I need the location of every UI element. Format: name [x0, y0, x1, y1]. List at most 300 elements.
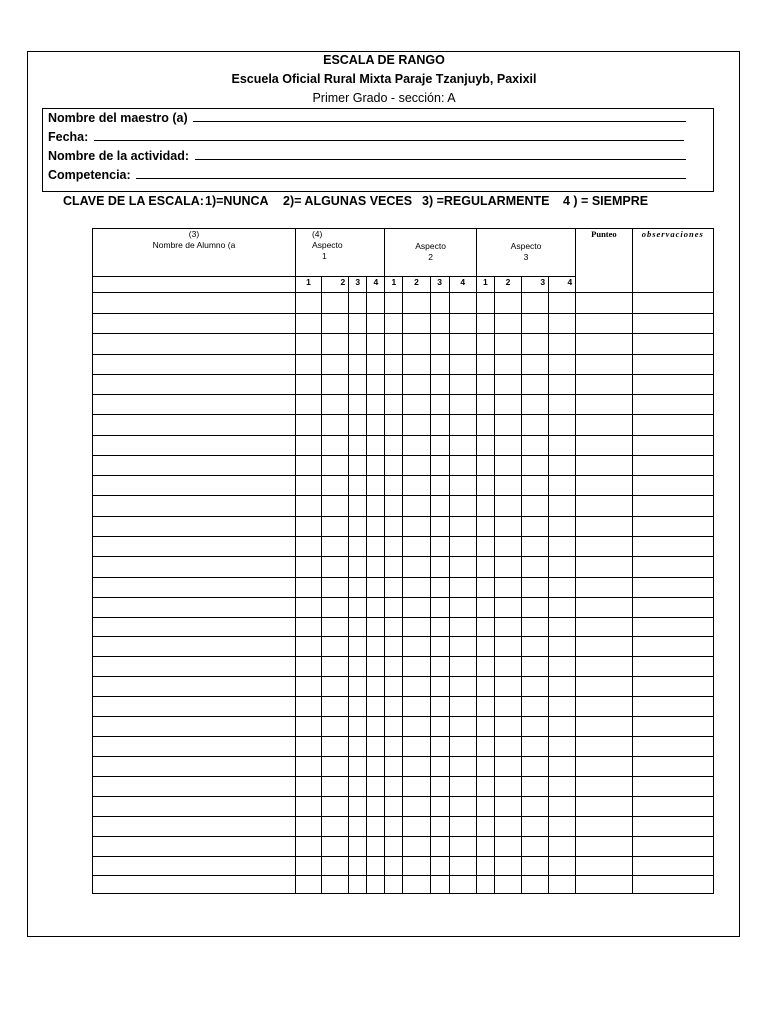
rating-cell[interactable]: [430, 777, 449, 797]
student-name-cell[interactable]: [93, 857, 296, 876]
rating-cell[interactable]: [349, 837, 367, 857]
rating-cell[interactable]: [522, 578, 549, 598]
student-name-cell[interactable]: [93, 293, 296, 314]
rating-cell[interactable]: [295, 677, 321, 697]
rating-cell[interactable]: [367, 857, 385, 876]
rating-cell[interactable]: [449, 817, 476, 837]
score-cell[interactable]: [576, 537, 632, 557]
rating-cell[interactable]: [430, 517, 449, 537]
rating-cell[interactable]: [449, 697, 476, 717]
student-name-cell[interactable]: [93, 436, 296, 456]
rating-cell[interactable]: [522, 436, 549, 456]
date-line[interactable]: [94, 129, 684, 141]
rating-cell[interactable]: [349, 334, 367, 355]
rating-cell[interactable]: [476, 618, 494, 637]
score-cell[interactable]: [576, 334, 632, 355]
rating-cell[interactable]: [403, 557, 430, 578]
table-row[interactable]: [93, 537, 714, 557]
rating-cell[interactable]: [494, 355, 521, 375]
table-row[interactable]: [93, 817, 714, 837]
rating-cell[interactable]: [494, 857, 521, 876]
rating-cell[interactable]: [494, 314, 521, 334]
rating-cell[interactable]: [322, 375, 349, 395]
table-row[interactable]: [93, 677, 714, 697]
rating-cell[interactable]: [476, 598, 494, 618]
rating-cell[interactable]: [322, 697, 349, 717]
score-cell[interactable]: [576, 757, 632, 777]
student-name-cell[interactable]: [93, 355, 296, 375]
rating-cell[interactable]: [349, 395, 367, 415]
rating-cell[interactable]: [349, 293, 367, 314]
score-cell[interactable]: [576, 837, 632, 857]
rating-cell[interactable]: [430, 697, 449, 717]
rating-cell[interactable]: [385, 717, 403, 737]
rating-cell[interactable]: [430, 496, 449, 517]
rating-cell[interactable]: [430, 598, 449, 618]
rating-cell[interactable]: [476, 637, 494, 657]
rating-cell[interactable]: [295, 557, 321, 578]
rating-cell[interactable]: [430, 817, 449, 837]
rating-cell[interactable]: [385, 618, 403, 637]
competency-line[interactable]: [136, 167, 686, 179]
rating-cell[interactable]: [349, 637, 367, 657]
student-name-cell[interactable]: [93, 697, 296, 717]
rating-cell[interactable]: [476, 837, 494, 857]
rating-cell[interactable]: [522, 293, 549, 314]
score-cell[interactable]: [576, 436, 632, 456]
rating-cell[interactable]: [385, 757, 403, 777]
score-cell[interactable]: [576, 557, 632, 578]
observations-cell[interactable]: [632, 517, 713, 537]
rating-cell[interactable]: [403, 817, 430, 837]
rating-cell[interactable]: [349, 517, 367, 537]
rating-cell[interactable]: [449, 375, 476, 395]
competency-field[interactable]: [48, 167, 686, 182]
rating-cell[interactable]: [449, 537, 476, 557]
observations-cell[interactable]: [632, 817, 713, 837]
score-cell[interactable]: [576, 857, 632, 876]
rating-cell[interactable]: [549, 456, 576, 476]
rating-cell[interactable]: [385, 557, 403, 578]
student-name-cell[interactable]: [93, 375, 296, 395]
rating-cell[interactable]: [403, 517, 430, 537]
rating-cell[interactable]: [449, 314, 476, 334]
rating-cell[interactable]: [367, 334, 385, 355]
rating-cell[interactable]: [385, 496, 403, 517]
rating-cell[interactable]: [403, 415, 430, 436]
rating-cell[interactable]: [522, 415, 549, 436]
rating-cell[interactable]: [322, 876, 349, 894]
rating-cell[interactable]: [549, 737, 576, 757]
rating-cell[interactable]: [476, 817, 494, 837]
observations-cell[interactable]: [632, 797, 713, 817]
table-row[interactable]: [93, 314, 714, 334]
table-row[interactable]: [93, 697, 714, 717]
rating-cell[interactable]: [430, 757, 449, 777]
rating-cell[interactable]: [322, 496, 349, 517]
score-cell[interactable]: [576, 817, 632, 837]
rating-cell[interactable]: [549, 837, 576, 857]
rating-cell[interactable]: [349, 537, 367, 557]
rating-cell[interactable]: [349, 876, 367, 894]
score-cell[interactable]: [576, 637, 632, 657]
rating-cell[interactable]: [385, 797, 403, 817]
rating-cell[interactable]: [367, 677, 385, 697]
observations-cell[interactable]: [632, 436, 713, 456]
rating-cell[interactable]: [430, 657, 449, 677]
observations-cell[interactable]: [632, 375, 713, 395]
rating-cell[interactable]: [549, 436, 576, 456]
student-name-cell[interactable]: [93, 395, 296, 415]
observations-cell[interactable]: [632, 737, 713, 757]
rating-cell[interactable]: [549, 537, 576, 557]
observations-cell[interactable]: [632, 578, 713, 598]
observations-cell[interactable]: [632, 876, 713, 894]
observations-cell[interactable]: [632, 314, 713, 334]
rating-cell[interactable]: [403, 657, 430, 677]
rating-cell[interactable]: [295, 777, 321, 797]
rating-cell[interactable]: [476, 797, 494, 817]
rating-cell[interactable]: [403, 697, 430, 717]
rating-cell[interactable]: [403, 797, 430, 817]
rating-cell[interactable]: [322, 476, 349, 496]
rating-cell[interactable]: [295, 717, 321, 737]
rating-cell[interactable]: [322, 637, 349, 657]
score-cell[interactable]: [576, 355, 632, 375]
rating-cell[interactable]: [322, 395, 349, 415]
rating-cell[interactable]: [295, 537, 321, 557]
rating-cell[interactable]: [295, 476, 321, 496]
rating-cell[interactable]: [403, 375, 430, 395]
observations-cell[interactable]: [632, 598, 713, 618]
rating-cell[interactable]: [403, 598, 430, 618]
rating-cell[interactable]: [385, 876, 403, 894]
table-row[interactable]: [93, 717, 714, 737]
rating-cell[interactable]: [494, 517, 521, 537]
rating-cell[interactable]: [449, 415, 476, 436]
rating-cell[interactable]: [494, 797, 521, 817]
rating-cell[interactable]: [494, 598, 521, 618]
rating-cell[interactable]: [449, 578, 476, 598]
table-row[interactable]: [93, 496, 714, 517]
rating-cell[interactable]: [476, 557, 494, 578]
student-name-cell[interactable]: [93, 637, 296, 657]
rating-cell[interactable]: [549, 395, 576, 415]
rating-cell[interactable]: [349, 314, 367, 334]
table-row[interactable]: [93, 857, 714, 876]
table-row[interactable]: [93, 637, 714, 657]
rating-cell[interactable]: [322, 717, 349, 737]
rating-cell[interactable]: [476, 677, 494, 697]
rating-cell[interactable]: [549, 476, 576, 496]
rating-cell[interactable]: [295, 697, 321, 717]
observations-cell[interactable]: [632, 557, 713, 578]
rating-cell[interactable]: [449, 476, 476, 496]
rating-cell[interactable]: [322, 415, 349, 436]
rating-cell[interactable]: [349, 557, 367, 578]
rating-cell[interactable]: [476, 456, 494, 476]
rating-cell[interactable]: [494, 557, 521, 578]
rating-cell[interactable]: [367, 717, 385, 737]
observations-cell[interactable]: [632, 677, 713, 697]
student-name-cell[interactable]: [93, 456, 296, 476]
rating-cell[interactable]: [430, 737, 449, 757]
rating-cell[interactable]: [522, 677, 549, 697]
rating-cell[interactable]: [494, 677, 521, 697]
observations-cell[interactable]: [632, 717, 713, 737]
rating-cell[interactable]: [476, 578, 494, 598]
rating-cell[interactable]: [430, 717, 449, 737]
rating-cell[interactable]: [449, 737, 476, 757]
score-cell[interactable]: [576, 618, 632, 637]
student-name-cell[interactable]: [93, 657, 296, 677]
rating-cell[interactable]: [322, 355, 349, 375]
rating-cell[interactable]: [549, 677, 576, 697]
student-name-cell[interactable]: [93, 415, 296, 436]
rating-cell[interactable]: [403, 618, 430, 637]
rating-cell[interactable]: [449, 395, 476, 415]
observations-cell[interactable]: [632, 456, 713, 476]
student-name-cell[interactable]: [93, 517, 296, 537]
rating-cell[interactable]: [522, 657, 549, 677]
rating-cell[interactable]: [385, 677, 403, 697]
rating-cell[interactable]: [430, 415, 449, 436]
rating-cell[interactable]: [322, 857, 349, 876]
rating-cell[interactable]: [385, 415, 403, 436]
rating-cell[interactable]: [403, 578, 430, 598]
rating-cell[interactable]: [430, 456, 449, 476]
rating-cell[interactable]: [295, 355, 321, 375]
rating-cell[interactable]: [385, 837, 403, 857]
rating-cell[interactable]: [322, 797, 349, 817]
rating-cell[interactable]: [549, 496, 576, 517]
rating-cell[interactable]: [385, 578, 403, 598]
student-name-cell[interactable]: [93, 618, 296, 637]
rating-cell[interactable]: [430, 476, 449, 496]
rating-cell[interactable]: [522, 537, 549, 557]
rating-cell[interactable]: [403, 436, 430, 456]
rating-cell[interactable]: [385, 598, 403, 618]
rating-cell[interactable]: [522, 496, 549, 517]
rating-cell[interactable]: [367, 618, 385, 637]
rating-cell[interactable]: [385, 375, 403, 395]
rating-cell[interactable]: [403, 876, 430, 894]
rating-cell[interactable]: [494, 637, 521, 657]
rating-cell[interactable]: [449, 637, 476, 657]
rating-cell[interactable]: [522, 517, 549, 537]
rating-cell[interactable]: [349, 598, 367, 618]
table-row[interactable]: [93, 436, 714, 456]
rating-cell[interactable]: [449, 876, 476, 894]
activity-field[interactable]: [48, 148, 686, 163]
rating-cell[interactable]: [349, 717, 367, 737]
rating-cell[interactable]: [494, 777, 521, 797]
rating-cell[interactable]: [403, 777, 430, 797]
rating-cell[interactable]: [476, 496, 494, 517]
rating-cell[interactable]: [349, 657, 367, 677]
rating-cell[interactable]: [494, 395, 521, 415]
rating-cell[interactable]: [476, 355, 494, 375]
rating-cell[interactable]: [295, 314, 321, 334]
rating-cell[interactable]: [494, 717, 521, 737]
rating-cell[interactable]: [430, 334, 449, 355]
rating-cell[interactable]: [430, 857, 449, 876]
table-row[interactable]: [93, 578, 714, 598]
rating-cell[interactable]: [367, 496, 385, 517]
rating-cell[interactable]: [522, 697, 549, 717]
score-cell[interactable]: [576, 677, 632, 697]
rating-cell[interactable]: [349, 436, 367, 456]
rating-cell[interactable]: [322, 537, 349, 557]
rating-cell[interactable]: [403, 677, 430, 697]
rating-cell[interactable]: [522, 876, 549, 894]
rating-cell[interactable]: [295, 395, 321, 415]
rating-cell[interactable]: [385, 334, 403, 355]
rating-cell[interactable]: [494, 436, 521, 456]
rating-cell[interactable]: [476, 757, 494, 777]
rating-cell[interactable]: [367, 837, 385, 857]
rating-cell[interactable]: [449, 657, 476, 677]
rating-cell[interactable]: [476, 777, 494, 797]
rating-cell[interactable]: [549, 637, 576, 657]
rating-cell[interactable]: [430, 637, 449, 657]
rating-cell[interactable]: [549, 797, 576, 817]
rating-cell[interactable]: [522, 777, 549, 797]
rating-cell[interactable]: [295, 837, 321, 857]
student-name-cell[interactable]: [93, 677, 296, 697]
rating-cell[interactable]: [430, 557, 449, 578]
observations-cell[interactable]: [632, 857, 713, 876]
rating-cell[interactable]: [295, 456, 321, 476]
score-cell[interactable]: [576, 517, 632, 537]
rating-cell[interactable]: [494, 837, 521, 857]
rating-cell[interactable]: [349, 578, 367, 598]
rating-cell[interactable]: [385, 436, 403, 456]
rating-cell[interactable]: [403, 456, 430, 476]
score-cell[interactable]: [576, 697, 632, 717]
rating-cell[interactable]: [430, 876, 449, 894]
table-row[interactable]: [93, 517, 714, 537]
rating-cell[interactable]: [367, 375, 385, 395]
rating-cell[interactable]: [403, 355, 430, 375]
rating-cell[interactable]: [430, 436, 449, 456]
rating-cell[interactable]: [549, 817, 576, 837]
table-row[interactable]: [93, 557, 714, 578]
table-row[interactable]: [93, 395, 714, 415]
rating-cell[interactable]: [449, 857, 476, 876]
rating-cell[interactable]: [295, 657, 321, 677]
teacher-line[interactable]: [193, 110, 686, 122]
student-name-cell[interactable]: [93, 314, 296, 334]
rating-cell[interactable]: [295, 334, 321, 355]
rating-cell[interactable]: [476, 293, 494, 314]
rating-cell[interactable]: [385, 697, 403, 717]
student-name-cell[interactable]: [93, 598, 296, 618]
rating-cell[interactable]: [367, 578, 385, 598]
rating-cell[interactable]: [295, 797, 321, 817]
rating-cell[interactable]: [549, 757, 576, 777]
rating-cell[interactable]: [449, 618, 476, 637]
rating-cell[interactable]: [549, 334, 576, 355]
rating-cell[interactable]: [522, 355, 549, 375]
rating-cell[interactable]: [403, 476, 430, 496]
rating-cell[interactable]: [549, 314, 576, 334]
rating-cell[interactable]: [449, 677, 476, 697]
observations-cell[interactable]: [632, 355, 713, 375]
observations-cell[interactable]: [632, 777, 713, 797]
rating-cell[interactable]: [430, 837, 449, 857]
rating-cell[interactable]: [522, 395, 549, 415]
rating-cell[interactable]: [295, 618, 321, 637]
rating-cell[interactable]: [349, 415, 367, 436]
rating-cell[interactable]: [549, 355, 576, 375]
rating-cell[interactable]: [476, 737, 494, 757]
rating-cell[interactable]: [367, 517, 385, 537]
rating-cell[interactable]: [449, 837, 476, 857]
score-cell[interactable]: [576, 395, 632, 415]
rating-cell[interactable]: [522, 334, 549, 355]
rating-cell[interactable]: [385, 355, 403, 375]
rating-cell[interactable]: [494, 657, 521, 677]
student-name-cell[interactable]: [93, 717, 296, 737]
rating-cell[interactable]: [367, 777, 385, 797]
rating-cell[interactable]: [403, 857, 430, 876]
rating-cell[interactable]: [322, 757, 349, 777]
rating-cell[interactable]: [349, 857, 367, 876]
score-cell[interactable]: [576, 476, 632, 496]
rating-cell[interactable]: [476, 375, 494, 395]
rating-cell[interactable]: [349, 375, 367, 395]
rating-cell[interactable]: [349, 817, 367, 837]
score-cell[interactable]: [576, 657, 632, 677]
rating-cell[interactable]: [403, 496, 430, 517]
rating-cell[interactable]: [403, 537, 430, 557]
rating-cell[interactable]: [322, 578, 349, 598]
student-name-cell[interactable]: [93, 496, 296, 517]
rating-cell[interactable]: [367, 598, 385, 618]
rating-cell[interactable]: [367, 355, 385, 375]
rating-cell[interactable]: [522, 737, 549, 757]
rating-cell[interactable]: [349, 496, 367, 517]
rating-cell[interactable]: [494, 334, 521, 355]
rating-cell[interactable]: [494, 697, 521, 717]
rating-cell[interactable]: [367, 876, 385, 894]
rating-cell[interactable]: [349, 777, 367, 797]
student-name-cell[interactable]: [93, 476, 296, 496]
rating-cell[interactable]: [367, 557, 385, 578]
rating-cell[interactable]: [403, 757, 430, 777]
rating-cell[interactable]: [322, 657, 349, 677]
rating-cell[interactable]: [549, 375, 576, 395]
rating-cell[interactable]: [349, 677, 367, 697]
observations-cell[interactable]: [632, 476, 713, 496]
rating-cell[interactable]: [367, 537, 385, 557]
rating-cell[interactable]: [322, 334, 349, 355]
rating-cell[interactable]: [476, 876, 494, 894]
student-name-cell[interactable]: [93, 578, 296, 598]
rating-cell[interactable]: [494, 496, 521, 517]
rating-cell[interactable]: [494, 618, 521, 637]
score-cell[interactable]: [576, 876, 632, 894]
rating-cell[interactable]: [522, 717, 549, 737]
rating-cell[interactable]: [549, 717, 576, 737]
rating-cell[interactable]: [430, 375, 449, 395]
rating-cell[interactable]: [430, 293, 449, 314]
rating-cell[interactable]: [522, 857, 549, 876]
score-cell[interactable]: [576, 415, 632, 436]
table-row[interactable]: [93, 797, 714, 817]
date-field[interactable]: [48, 129, 684, 144]
